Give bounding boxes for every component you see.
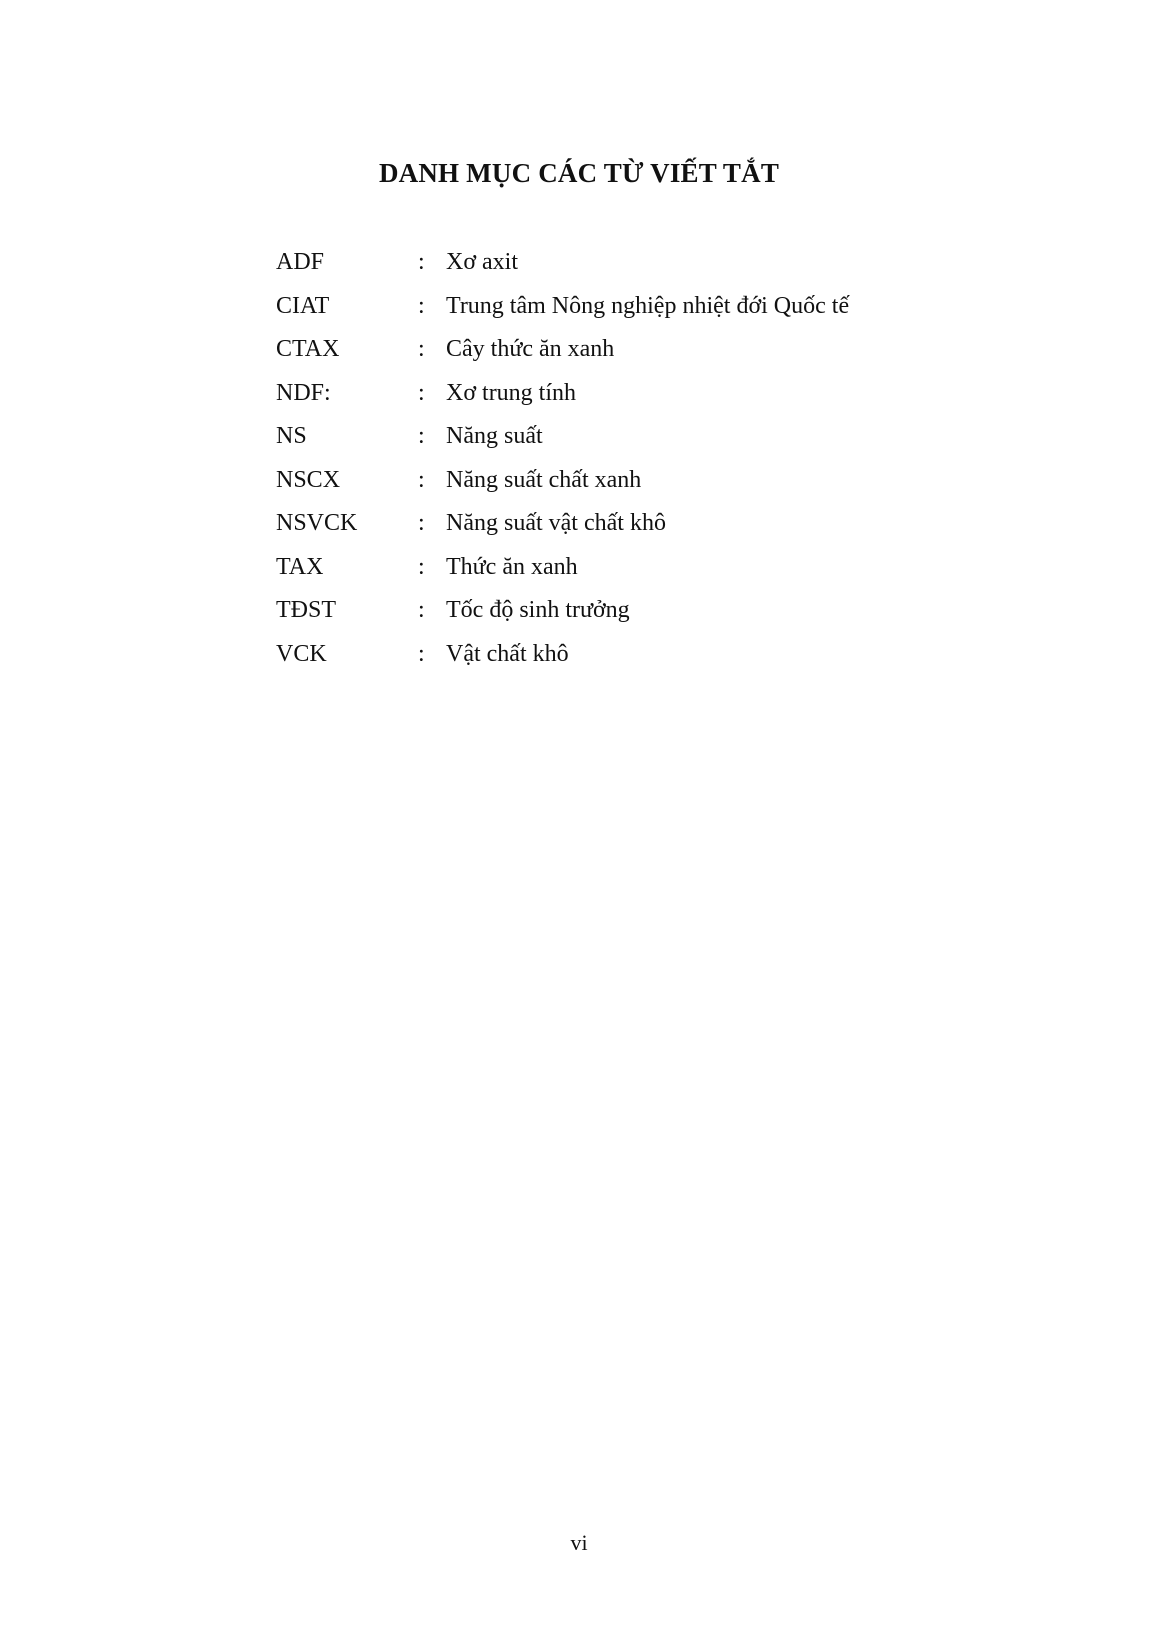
abbreviation-separator: : <box>418 423 425 449</box>
abbreviation-separator: : <box>418 553 425 580</box>
abbreviation-meaning: Trung tâm Nông nghiệp nhiệt đới Quốc tế <box>446 292 850 319</box>
abbreviation-row-ctax <box>276 331 996 375</box>
abbreviation-row-tdst <box>276 592 996 636</box>
abbreviation-row-tax <box>276 549 996 593</box>
abbreviation-meaning: Tốc độ sinh trưởng <box>446 597 630 623</box>
abbreviation-meaning: Năng suất <box>446 423 543 449</box>
abbreviation-row-ciat <box>276 288 996 332</box>
abbreviation-code: CTAX <box>276 336 340 362</box>
abbreviation-separator: : <box>418 640 425 667</box>
abbreviation-meaning: Cây thức ăn xanh <box>446 336 615 362</box>
abbreviation-code: ADF <box>276 249 325 275</box>
abbreviation-separator: : <box>418 379 425 406</box>
abbreviation-row-nscx <box>276 462 996 506</box>
page-number: vi <box>570 1530 588 1555</box>
abbreviation-meaning: Xơ axit <box>446 249 519 275</box>
abbreviation-code: TĐST <box>276 597 336 623</box>
abbreviation-separator: : <box>418 510 425 536</box>
abbreviation-meaning: Vật chất khô <box>446 640 569 667</box>
abbreviation-row-adf <box>276 244 996 288</box>
abbreviation-code: NSVCK <box>276 510 358 536</box>
page-title: DANH MỤC CÁC TỪ VIẾT TẮT <box>378 158 780 188</box>
abbreviation-separator: : <box>418 336 425 362</box>
abbreviation-code: TAX <box>276 553 324 580</box>
abbreviation-separator: : <box>418 249 425 275</box>
abbreviation-code: CIAT <box>276 292 330 319</box>
abbreviation-meaning: Năng suất chất xanh <box>446 466 642 493</box>
abbreviation-code: NS <box>276 423 307 449</box>
abbreviation-row-vck <box>276 636 996 680</box>
abbreviation-row-ndf <box>276 375 996 419</box>
abbreviation-code: NSCX <box>276 466 341 493</box>
abbreviation-meaning: Năng suất vật chất khô <box>446 510 666 536</box>
abbreviation-meaning: Xơ trung tính <box>446 379 577 406</box>
abbreviation-row-ns <box>276 418 996 462</box>
abbreviation-separator: : <box>418 597 425 623</box>
abbreviation-separator: : <box>418 292 425 319</box>
abbreviation-code: NDF: <box>276 379 331 406</box>
abbreviation-separator: : <box>418 466 425 493</box>
abbreviation-code: VCK <box>276 640 327 667</box>
abbreviation-meaning: Thức ăn xanh <box>446 553 578 580</box>
abbreviation-row-nsvck <box>276 505 996 549</box>
abbreviation-list <box>276 244 996 679</box>
